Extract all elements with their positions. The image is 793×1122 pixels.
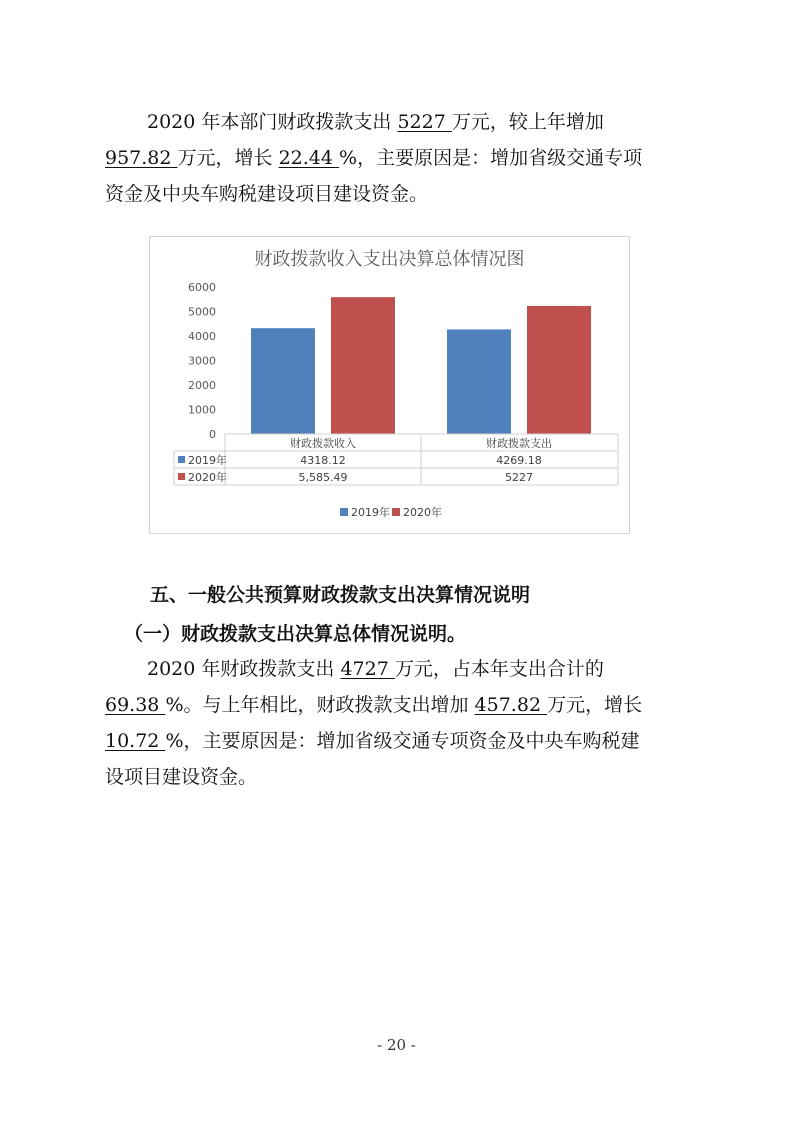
subsection-heading: （一）财政拨款支出决算总体情况说明。 xyxy=(124,623,467,645)
y-tick-label: 4000 xyxy=(188,330,216,343)
table-legend-key xyxy=(178,456,185,463)
paragraph-line xyxy=(105,104,695,140)
text-segment: 万元，较上年增加 xyxy=(451,111,604,133)
paragraph-financial-expenditure xyxy=(105,104,695,212)
underlined-value: 10.72 xyxy=(105,730,166,752)
paragraph-line: 资金及中央车购税建设项目建设资金。 xyxy=(105,183,429,205)
paragraph-line: 设项目建设资金。 xyxy=(105,766,258,788)
bar-series1-cat2 xyxy=(447,329,511,434)
text-segment: 万元，增长 xyxy=(177,147,279,169)
table-value: 5227 xyxy=(505,471,533,484)
paragraph-line xyxy=(105,687,695,723)
underlined-value: 5227 xyxy=(397,111,452,133)
underlined-value: 22.44 xyxy=(278,147,340,169)
bar-series2-cat2 xyxy=(527,306,591,434)
legend-swatch xyxy=(340,508,348,516)
table-legend-key xyxy=(178,473,185,480)
category-label: 财政拨款支出 xyxy=(486,437,552,450)
category-label: 财政拨款收入 xyxy=(290,437,356,450)
y-tick-label: 5000 xyxy=(188,305,216,319)
legend-label: 2019年 xyxy=(351,506,390,519)
text-segment: %，主要原因是：增加省级交通专项 xyxy=(339,147,643,169)
underlined-value: 957.82 xyxy=(105,147,178,169)
y-tick-label: 6000 xyxy=(188,281,216,294)
text-segment: %，主要原因是：增加省级交通专项资金及中央车购税建 xyxy=(165,730,640,752)
underlined-value: 457.82 xyxy=(474,694,548,716)
y-tick-label: 3000 xyxy=(188,354,216,368)
underlined-value: 69.38 xyxy=(105,694,166,716)
table-series-label: 2019年 xyxy=(188,454,227,467)
bar-chart xyxy=(149,236,630,534)
text-segment: 万元，增长 xyxy=(547,694,643,716)
y-tick-label: 0 xyxy=(209,428,216,441)
chart-canvas xyxy=(150,237,631,535)
table-value: 5,585.49 xyxy=(298,471,348,484)
text-segment: 2020 年本部门财政拨款支出 xyxy=(147,111,398,133)
text-segment: 2020 年财政拨款支出 xyxy=(147,658,341,680)
table-value: 4269.18 xyxy=(496,454,542,467)
underlined-value: 4727 xyxy=(340,658,395,680)
table-value: 4318.12 xyxy=(300,454,346,467)
paragraph-general-budget-expenditure xyxy=(105,651,695,795)
section-heading: 五、一般公共预算财政拨款支出决算情况说明 xyxy=(150,584,531,606)
text-segment: 万元，占本年支出合计的 xyxy=(394,658,604,680)
y-tick-label: 2000 xyxy=(188,379,216,392)
y-tick-label: 1000 xyxy=(188,403,216,417)
page-number: - 20 - xyxy=(377,1036,416,1054)
legend-swatch xyxy=(392,508,400,516)
chart-title: 财政拨款收入支出决算总体情况图 xyxy=(254,249,525,270)
paragraph-line xyxy=(105,140,695,176)
bar-series1-cat1 xyxy=(251,328,315,434)
text-segment: %。与上年相比，财政拨款支出增加 xyxy=(165,694,475,716)
legend-label: 2020年 xyxy=(403,506,442,519)
table-series-label: 2020年 xyxy=(188,471,227,484)
paragraph-line xyxy=(105,651,695,687)
bar-series2-cat1 xyxy=(331,297,395,434)
paragraph-line xyxy=(105,723,695,759)
